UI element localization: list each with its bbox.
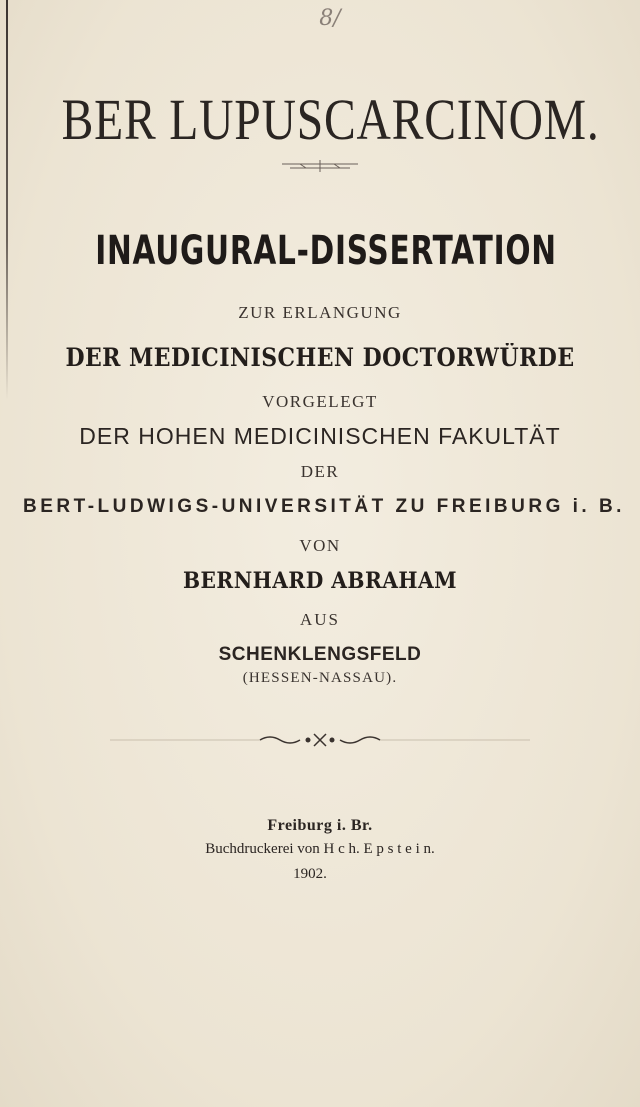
university-line: BERT-LUDWIGS-UNIVERSITÄT ZU FREIBURG i. B. [23, 496, 625, 517]
printer-line: Buchdruckerei von H c h. E p s t e i n. [205, 841, 435, 857]
dissertation-heading: INAUGURAL-DISSERTATION [95, 228, 557, 274]
rule-ornament-icon [280, 156, 360, 176]
publication-city: Freiburg i. Br. [267, 817, 373, 834]
purpose-line: ZUR ERLANGUNG [238, 303, 402, 322]
von-line: VON [299, 536, 341, 555]
hometown: SCHENKLENGSFELD [218, 644, 422, 665]
flourish-ornament-icon [110, 730, 530, 750]
book-title: BER LUPUSCARCINOM. [61, 87, 600, 152]
submitted-line: VORGELEGT [262, 392, 378, 411]
aus-line: AUS [299, 610, 340, 629]
pencil-mark: 8/ [319, 6, 341, 31]
faculty-line: DER HOHEN MEDICINISCHEN FAKULTÄT [79, 423, 561, 449]
author-name: BERNHARD ABRAHAM [182, 568, 458, 594]
publication-year: 1902. [293, 866, 327, 882]
der-line: DER [300, 462, 340, 481]
region: (HESSEN-NASSAU). [242, 670, 398, 686]
degree-line: DER MEDICINISCHEN DOCTORWÜRDE [65, 343, 575, 372]
middle-ornament [0, 730, 640, 750]
binding-edge [6, 0, 8, 400]
top-ornament [0, 156, 640, 176]
